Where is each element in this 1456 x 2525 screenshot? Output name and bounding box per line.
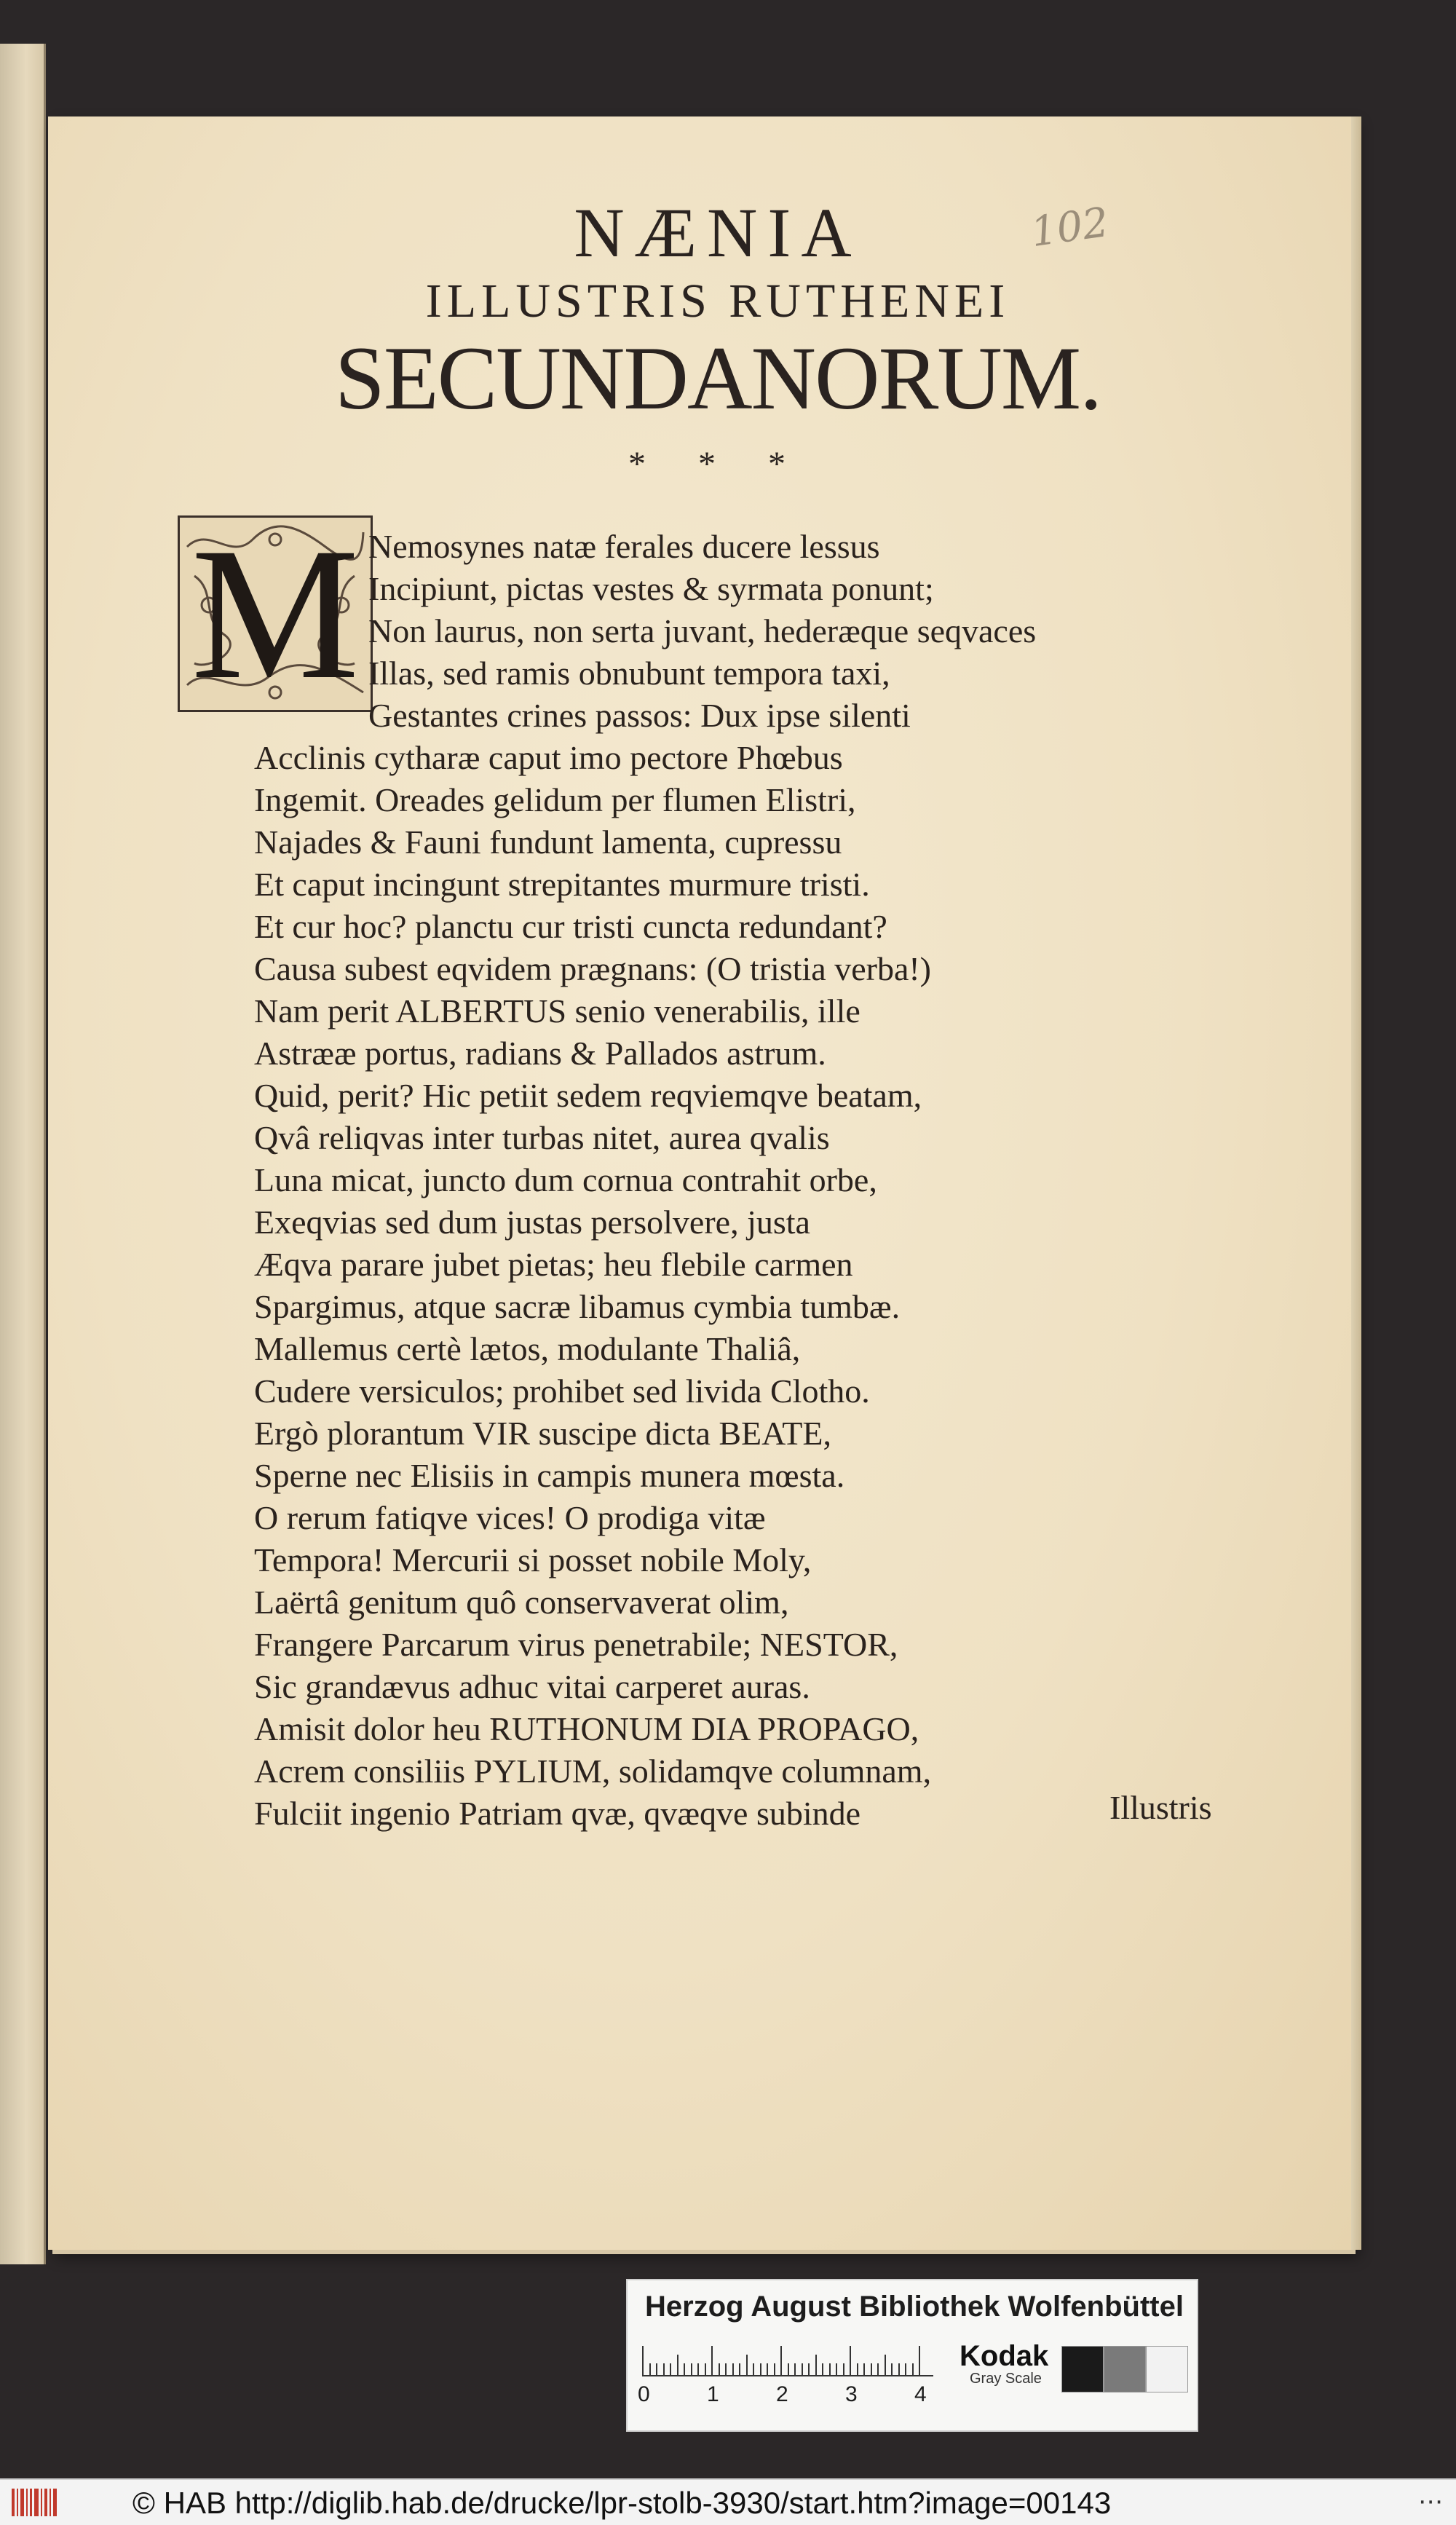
ruler-tick [649, 2363, 651, 2375]
source-url[interactable]: © HAB http://diglib.hab.de/drucke/lpr-stolb-3930/start.htm?image=00143 [132, 2486, 1112, 2520]
gray-swatch [1061, 2346, 1104, 2392]
ruler-tick [732, 2363, 734, 2375]
ruler-tick [691, 2363, 692, 2375]
poem-line: Exeqvias sed dum justas persolvere, justa [254, 1204, 810, 1241]
poem-line: Sic grandævus adhuc vitai carperet auras. [254, 1668, 810, 1705]
poem-line: Tempora! Mercurii si posset nobile Moly, [254, 1541, 812, 1578]
ruler-tick [705, 2363, 706, 2375]
ruler-tick [753, 2363, 754, 2375]
ruler-tick [656, 2363, 657, 2375]
ruler-number: 4 [914, 2382, 927, 2406]
ornament-stars: * * * [628, 445, 807, 483]
ruler-tick [719, 2363, 720, 2375]
ruler-tick [891, 2363, 893, 2375]
poem-line: Amisit dolor heu RUTHONUM DIA PROPAGO, [254, 1710, 919, 1747]
ruler-tick [642, 2346, 644, 2375]
poem-line: Non laurus, non serta juvant, hederæque seqvaces [368, 612, 1037, 649]
facing-page-edge [0, 44, 46, 2264]
catchword: Illustris [1109, 1789, 1212, 1826]
title-block [48, 194, 1388, 428]
ruler-tick [808, 2363, 810, 2375]
poem-line: Acrem consiliis PYLIUM, solidamqve columnam, [254, 1753, 932, 1790]
scale-label: Gray Scale [970, 2371, 1042, 2387]
ruler-tick [919, 2346, 920, 2375]
poem-line: Frangere Parcarum virus penetrabile; NESTOR, [254, 1626, 898, 1663]
decorated-initial [178, 509, 373, 719]
ruler-tick [697, 2363, 699, 2375]
ruler-tick [836, 2363, 837, 2375]
ruler-number: 3 [845, 2382, 858, 2406]
ruler-tick [829, 2363, 831, 2375]
poem-line: Nam perit ALBERTUS senio venerabilis, ille [254, 992, 860, 1030]
poem-line: Incipiunt, pictas vestes & syrmata ponunt; [368, 570, 934, 607]
poem-line: Acclinis cytharæ caput imo pectore Phœbus [254, 739, 843, 776]
poem-line: Et cur hoc? planctu cur tristi cuncta redundant? [254, 908, 887, 945]
poem-line: Laërtâ genitum quô conservaverat olim, [254, 1584, 789, 1621]
poem-line: Æqva parare jubet pietas; heu flebile carmen [254, 1246, 853, 1283]
ruler-tick [746, 2355, 748, 2375]
ruler-tick [815, 2355, 817, 2375]
institution-label: Herzog August Bibliothek Wolfenbüttel [645, 2291, 1184, 2323]
poem-line: Cudere versiculos; prohibet sed livida Clotho. [254, 1372, 870, 1410]
ruler-tick [739, 2363, 740, 2375]
ruler-tick [871, 2363, 872, 2375]
ruler-tick [843, 2363, 844, 2375]
poem-line: Quid, perit? Hic petiit sedem reqviemqve beatam, [254, 1077, 922, 1114]
poem-line: Illas, sed ramis obnubunt tempora taxi, [368, 655, 890, 692]
title-line-2: ILLUSTRIS RUTHENEI [425, 274, 1010, 328]
ruler-tick [767, 2363, 768, 2375]
barcode-icon [10, 2487, 61, 2518]
title-line-3: SECUNDANORUM. [334, 328, 1101, 428]
poem-line: Mallemus certè lætos, modulante Thaliâ, [254, 1330, 801, 1367]
ruler-tick [912, 2363, 914, 2375]
poem-line: Luna micat, juncto dum cornua contrahit orbe, [254, 1161, 877, 1198]
ruler-tick [885, 2355, 886, 2375]
initial-letter: M [191, 509, 360, 719]
ruler-tick [711, 2346, 713, 2375]
ruler-tick [788, 2363, 789, 2375]
poem-line: Ingemit. Oreades gelidum per flumen Elistri, [254, 781, 856, 818]
ruler-tick [774, 2363, 775, 2375]
ruler-number: 1 [707, 2382, 719, 2406]
poem-line: Qvâ reliqvas inter turbas nitet, aurea qvalis [254, 1119, 830, 1156]
poem-line: Gestantes crines passos: Dux ipse silenti [368, 697, 911, 734]
pencil-page-number: 102 [1027, 198, 1112, 257]
color-reference-bar [626, 2279, 1198, 2432]
poem-line: Sperne nec Elisiis in campis munera mœsta. [254, 1457, 845, 1494]
gray-swatch [1104, 2346, 1146, 2392]
poem-line: Spargimus, atque sacræ libamus cymbia tumbæ. [254, 1288, 901, 1325]
page-edge [1351, 116, 1361, 2250]
ruler-tick [780, 2346, 782, 2375]
ruler-tick [670, 2363, 671, 2375]
poem-line: Causa subest eqvidem prægnans: (O tristia verba!) [254, 950, 931, 987]
ruler-number: 0 [638, 2382, 650, 2406]
ruler-tick [760, 2363, 761, 2375]
document-page [48, 116, 1351, 2250]
poem-line: Nemosynes natæ ferales ducere lessus [368, 528, 880, 565]
brand-label: Kodak [960, 2340, 1049, 2372]
poem-line: Ergò plorantum VIR suscipe dicta BEATE, [254, 1415, 831, 1452]
poem-line: O rerum fatiqve vices! O prodiga vitæ [254, 1499, 766, 1536]
ruler-tick [850, 2346, 851, 2375]
measurement-ruler [642, 2339, 933, 2376]
ruler-tick [898, 2363, 900, 2375]
ruler-tick [877, 2363, 879, 2375]
footer-bar [0, 2478, 1456, 2525]
poem-line: Astrææ portus, radians & Pallados astrum. [254, 1035, 826, 1072]
poem-line: Et caput incingunt strepitantes murmure tristi. [254, 866, 870, 903]
title-line-1: NÆNIA [574, 194, 862, 272]
ruler-tick [802, 2363, 803, 2375]
ruler-number: 2 [776, 2382, 788, 2406]
ruler-tick [863, 2363, 865, 2375]
more-icon[interactable]: ⋯ [1418, 2487, 1443, 2516]
ruler-tick [677, 2355, 678, 2375]
poem-line: Fulciit ingenio Patriam qvæ, qvæqve subinde [254, 1795, 861, 1832]
ruler-tick [684, 2363, 685, 2375]
ruler-tick [822, 2363, 823, 2375]
ruler-tick [725, 2363, 727, 2375]
poem-line: Najades & Fauni fundunt lamenta, cupressu [254, 823, 842, 861]
ruler-tick [905, 2363, 906, 2375]
ruler-tick [663, 2363, 665, 2375]
gray-swatch [1146, 2346, 1188, 2392]
ruler-tick [794, 2363, 796, 2375]
ruler-tick [857, 2363, 858, 2375]
